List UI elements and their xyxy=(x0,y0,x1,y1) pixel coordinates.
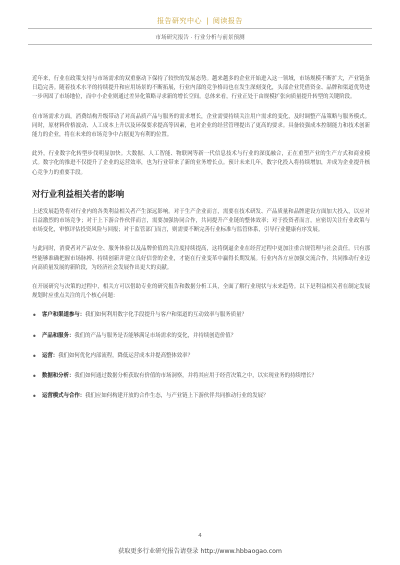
body-paragraph-2: 在市场需求方面，消费结构升级带动了对高品质产品与服务的需求增长，企业需要持续关注用户需求的变化，及时调整产品策略与服务模式。同时，原材料价格波动、人工成本上升以及环保要求提高等因素，也对企业的经营管理提出了更高的要求。具备较强成本控制能力和技术创新能力的企业，将在未来的市场竞争中占据更为有利的位置。 xyxy=(32,113,370,139)
question-label: 运营模式与合作： xyxy=(42,393,86,400)
question-text: 我们如何通过数据分析获取有价值的市场洞察，并将其应用于经营决策之中，以实现业务的持续增长？ xyxy=(74,373,317,380)
header-right-label: 阅读报告 xyxy=(212,17,243,25)
question-text: 我们如何优化内部流程，降低运营成本并提高整体效率？ xyxy=(58,352,193,359)
question-item xyxy=(32,311,370,320)
page-number: 4 xyxy=(198,533,202,539)
question-item xyxy=(32,372,370,381)
header-left-label: 报告研究中心 xyxy=(157,17,203,25)
header-rule-top xyxy=(28,28,372,29)
question-label: 数据和分析： xyxy=(42,373,75,380)
question-text: 我们如何利用数字化手段提升与客户和渠道的互动效率与服务质量？ xyxy=(85,312,247,319)
body-paragraph-3: 此外，行业数字化转型步伐明显加快。大数据、人工智能、物联网等新一代信息技术与行业的深度融合，正在重塑产业的生产方式和商业模式。数字化的推进不仅提升了企业的运营效率，也为行业带来了新的业务增长点。预计未来几年，数字化投入将持续增加，并成为企业提升核心竞争力的重要手段。 xyxy=(32,151,370,176)
header-top xyxy=(0,16,400,26)
footer-link-text[interactable]: 获取更多行业研究报告请登录 http://www.hbbaogao.com xyxy=(118,548,282,555)
header-separator: | xyxy=(206,17,209,25)
section-heading: 对行业利益相关者的影响 xyxy=(32,188,125,199)
header-subtitle: 市场研究报告 · 行业分析与前景预测 xyxy=(155,35,245,41)
question-item xyxy=(32,332,370,341)
question-label: 产品和服务： xyxy=(42,332,75,339)
question-item xyxy=(32,352,370,361)
body-paragraph-1: 近年来，行业在政策支持与市场需求的双重驱动下保持了较快的发展态势。越来越多的企业开始进入这一领域，市场规模不断扩大，产业链条日趋完善。随着技术水平的持续提升和应用场景的不断拓展，行业内部的竞争格局也在发生深刻变化，头部企业凭借资金、品牌和渠道优势进一步巩固了市场地位，而中小企业则通过差异化策略寻求新的增长空间。总体来看，行业正处于由规模扩张向质量提升转型的关键阶段。 xyxy=(32,76,370,101)
document-body xyxy=(32,75,370,412)
question-label: 运营： xyxy=(42,352,59,359)
question-item xyxy=(32,392,370,401)
question-text: 我们应如何构建开放的合作生态，与产业链上下游伙伴共同推动行业的发展？ xyxy=(85,393,269,400)
question-text: 我们的产品与服务是否能够满足市场需求的变化，并持续创造价值？ xyxy=(74,332,237,339)
section-paragraph-1: 上述发展趋势将对行业内的各类利益相关者产生深远影响。对于生产企业而言，需要在技术研发、产品质量和品牌建设方面加大投入，以应对日益激烈的市场竞争；对于上下游合作伙伴而言，需要加强协同合作，共同提升产业链的整体效率；对于投资者而言，应密切关注行业政策与市场变化，审慎评估投资风险与回报；对于监管部门而言，则需要不断完善行业标准与监管体系，引导行业健康有序发展。 xyxy=(32,208,370,234)
section-paragraph-3: 在开展研究与决策的过程中，相关方可以借助专业的研究报告和数据分析工具，全面了解行业现状与未来趋势。以下是利益相关者在制定发展规划时应重点关注的几个核心问题： xyxy=(32,284,370,300)
question-list xyxy=(32,311,370,401)
question-label: 客户和渠道参与： xyxy=(42,312,86,319)
header-rule-bottom xyxy=(28,44,372,45)
section-paragraph-2: 与此同时，消费者对产品安全、服务体验以及品牌价值的关注度持续提高，这将倒逼企业在经营过程中更加注重合规管理与社会责任。只有那些能够准确把握市场脉搏、持续创新并建立良好信誉的企业，才能在行业变革中赢得长期发展。行业内各方应加强交流合作，共同推动行业迈向高质量发展的新阶段，为经济社会发展作出更大的贡献。 xyxy=(32,246,370,271)
